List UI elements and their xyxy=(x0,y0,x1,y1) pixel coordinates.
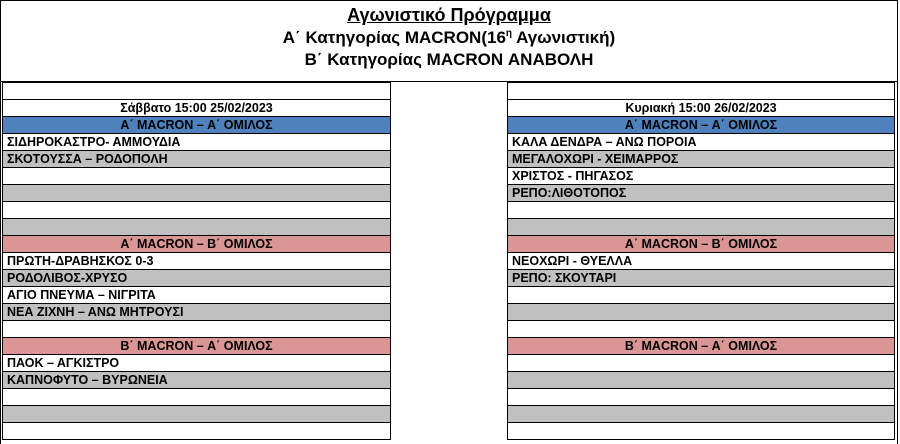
empty-row xyxy=(507,372,895,389)
match-row: ΚΑΠΝΟΦΥΤΟ – ΒΥΡΩΝΕΙΑ xyxy=(2,372,391,389)
empty-row xyxy=(2,168,391,185)
empty-row xyxy=(507,202,895,219)
left-border xyxy=(0,82,1,444)
empty-row xyxy=(2,202,391,219)
match-row: ΝΕΟΧΩΡΙ - ΘΥΕΛΛΑ xyxy=(507,253,895,270)
group-header: Α΄ MACRON – Α΄ ΟΜΙΛΟΣ xyxy=(2,117,391,134)
match-row: ΡΕΠΟ: ΣΚΟΥΤΑΡΙ xyxy=(507,270,895,287)
empty-row xyxy=(2,219,391,236)
match-row: ΣΙΔΗΡΟΚΑΣΤΡΟ- ΑΜΜΟΥΔΙΑ xyxy=(2,134,391,151)
right-border xyxy=(897,82,898,444)
empty-row xyxy=(2,82,391,100)
league-a-text: Α΄ Κατηγορίας MACRON(16 xyxy=(282,28,506,47)
saturday-column xyxy=(2,82,391,440)
empty-row xyxy=(507,423,895,440)
group-header: Β΄ MACRON – Α΄ ΟΜΙΛΟΣ xyxy=(2,338,391,355)
group-header: Α΄ MACRON – Β΄ ΟΜΙΛΟΣ xyxy=(507,236,895,253)
empty-row xyxy=(2,423,391,440)
saturday-date: Σάββατο 15:00 25/02/2023 xyxy=(2,100,391,117)
schedule-title: Αγωνιστικό Πρόγραμμα xyxy=(347,5,551,25)
group-header: Β΄ MACRON – Α΄ ΟΜΙΛΟΣ xyxy=(507,338,895,355)
sunday-column xyxy=(507,82,895,440)
match-row: ΜΕΓΑΛΟΧΩΡΙ - ΧΕΙΜΑΡΡΟΣ xyxy=(507,151,895,168)
empty-row xyxy=(507,389,895,406)
empty-row xyxy=(2,406,391,423)
group-header: Α΄ MACRON – Α΄ ΟΜΙΛΟΣ xyxy=(507,117,895,134)
league-a-subtitle xyxy=(1,28,897,48)
match-row: ΧΡΙΣΤΟΣ - ΠΗΓΑΣΟΣ xyxy=(507,168,895,185)
match-row: ΣΚΟΤΟΥΣΣΑ – ΡΟΔΟΠΟΛΗ xyxy=(2,151,391,168)
match-row: ΚΑΛΑ ΔΕΝΔΡΑ – ΑΝΩ ΠΟΡΟΙΑ xyxy=(507,134,895,151)
empty-row xyxy=(2,321,391,338)
empty-row xyxy=(507,219,895,236)
empty-row xyxy=(2,389,391,406)
match-row: ΝΕΑ ΖΙΧΝΗ – ΑΝΩ ΜΗΤΡΟΥΣΙ xyxy=(2,304,391,321)
match-row: ΡΟΔΟΛΙΒΟΣ-ΧΡΥΣΟ xyxy=(2,270,391,287)
round-superscript: η xyxy=(505,28,513,39)
empty-row xyxy=(507,304,895,321)
empty-row xyxy=(507,355,895,372)
match-row: ΡΕΠΟ:ΛΙΘΟΤΟΠΟΣ xyxy=(507,185,895,202)
group-header: Α΄ MACRON – Β΄ ΟΜΙΛΟΣ xyxy=(2,236,391,253)
empty-row xyxy=(2,185,391,202)
match-row: ΠΡΩΤΗ-ΔΡΑΒΗΣΚΟΣ 0-3 xyxy=(2,253,391,270)
match-row: ΑΓΙΟ ΠΝΕΥΜΑ – ΝΙΓΡΙΤΑ xyxy=(2,287,391,304)
sunday-date: Κυριακή 15:00 26/02/2023 xyxy=(507,100,895,117)
schedule-header xyxy=(0,0,898,82)
empty-row xyxy=(507,406,895,423)
league-b-subtitle: Β΄ Κατηγορίας MACRON ΑΝΑΒΟΛΗ xyxy=(304,50,594,69)
empty-row xyxy=(507,287,895,304)
match-row: ΠΑΟΚ – ΑΓΚΙΣΤΡΟ xyxy=(2,355,391,372)
empty-row xyxy=(507,321,895,338)
empty-row xyxy=(507,82,895,100)
league-a-round: Αγωνιστική) xyxy=(512,28,616,47)
